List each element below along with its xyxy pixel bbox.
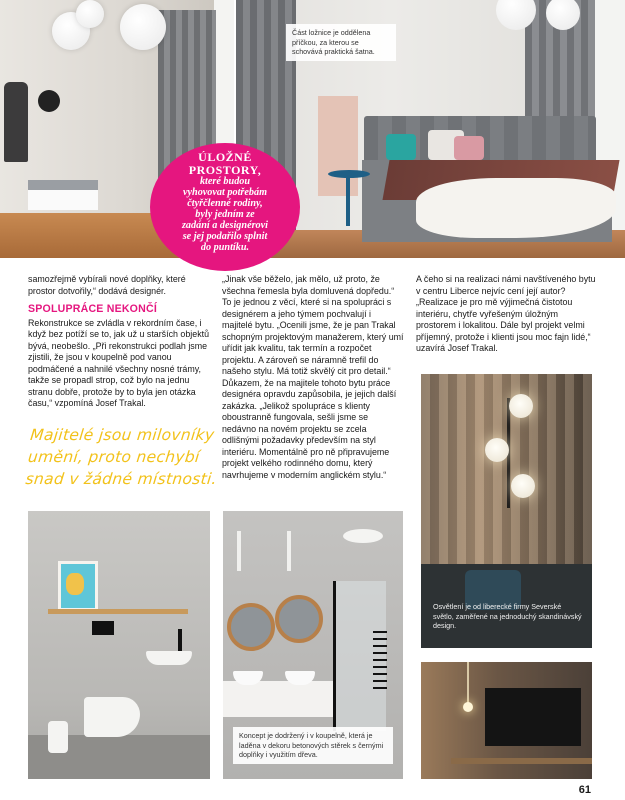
column1-lead: samozřejmě vybírali nové doplňky, které prostor dotvořily,“ dodává designér. bbox=[28, 274, 186, 296]
callout-heading-2: PROSTORY, bbox=[188, 162, 262, 177]
callout-line-4: byly jedním ze bbox=[195, 209, 255, 221]
article-column-3 bbox=[416, 274, 598, 355]
callout-line-2: vyhovovat potřebám bbox=[182, 187, 268, 199]
column1-body: Rekonstrukce se zvládla v rekordním čase, i když bez potíží se to, jak už u starších objektů bývá, neobešlo. „Při rekonstrukci podlah jsme zjistili, že jsou v koupelně pod vanou podmáčené a nahnilé všechny nosné trámy, takže se propadl strop, což bylo na jednu stranu dobře, protože by to byla jen otázka času,“ vzpomíná Josef Trakal. bbox=[28, 317, 210, 408]
section-heading: SPOLUPRÁCE NEKONČÍ bbox=[28, 303, 157, 315]
bedroom-caption: Část ložnice je oddělena příčkou, za kterou se schovává praktická šatna. bbox=[286, 24, 396, 61]
storage-callout bbox=[150, 143, 300, 271]
page-number: 61 bbox=[578, 784, 591, 796]
callout-line-6: se jej podařilo splnit bbox=[182, 231, 268, 243]
callout-line-7: do puntíku. bbox=[200, 242, 250, 254]
callout-line-1: které budou bbox=[199, 176, 251, 188]
article-column-2 bbox=[222, 274, 404, 481]
callout-line-3: čtyřčlenné rodiny, bbox=[187, 198, 263, 210]
column3-body: A čeho si na realizaci námi navštíveného bytu v centru Liberce nejvíc cení její autor? „Realizace je pro mě výjimečná čistotou interiéru, chytře vyřešeným úložným prostorem i lokalitou. Dále byl projekt velmi příjemný, protože i klienti jsou moc fajn lidé,“ uzavírá Josef Trakal. bbox=[416, 274, 596, 353]
lamp-caption: Osvětlení je od liberecké firmy Severské světlo, zaměřené na jednoduchý skandinávský design. bbox=[433, 602, 582, 631]
column2-body: „Jinak vše běželo, jak mělo, už proto, že všechna řemesla byla domluvená dopředu.“ To je jednou z věcí, které si na spolupráci s designérem a jeho týmem pochvalují i majitelé bytu. „Ocenili jsme, že je pan Trakal schopným projektovým manažerem, který umí uřídit jak kvalitu, tak termín a rozpočet projektu. A zároveň se náramně trefil do našeho stylu. Má totiž skvělý cit pro detail.“ Důkazem, že na majitele tohoto bytu práce designéra opravdu zapůsobila, je jejich další zakázka. „Jelikož spolupráce s klienty oboustranně fungovala, sešli jsme se nedávno na novém projektu se zcela odlišnými požadavky především na styl interiéru. Momentálně pro ně připravujeme projekt velkého rodinného domu, který navrhujeme v moderním anglickém stylu.“ bbox=[222, 274, 404, 480]
article-column-1 bbox=[28, 274, 212, 410]
tv-photo bbox=[421, 662, 592, 779]
callout-heading-1: ÚLOŽNÉ bbox=[198, 150, 252, 164]
pull-quote: Majitelé jsou milovníky umění, proto nechybí snad v žádné místnosti. bbox=[24, 426, 218, 488]
toilet-photo bbox=[28, 511, 210, 779]
bathroom-caption: Koncept je dodržený i v koupelně, která je laděna v dekoru betonových stěrek s černými doplňky i využitím dřeva. bbox=[233, 727, 393, 764]
callout-line-5: zadání a designérovi bbox=[181, 220, 269, 232]
